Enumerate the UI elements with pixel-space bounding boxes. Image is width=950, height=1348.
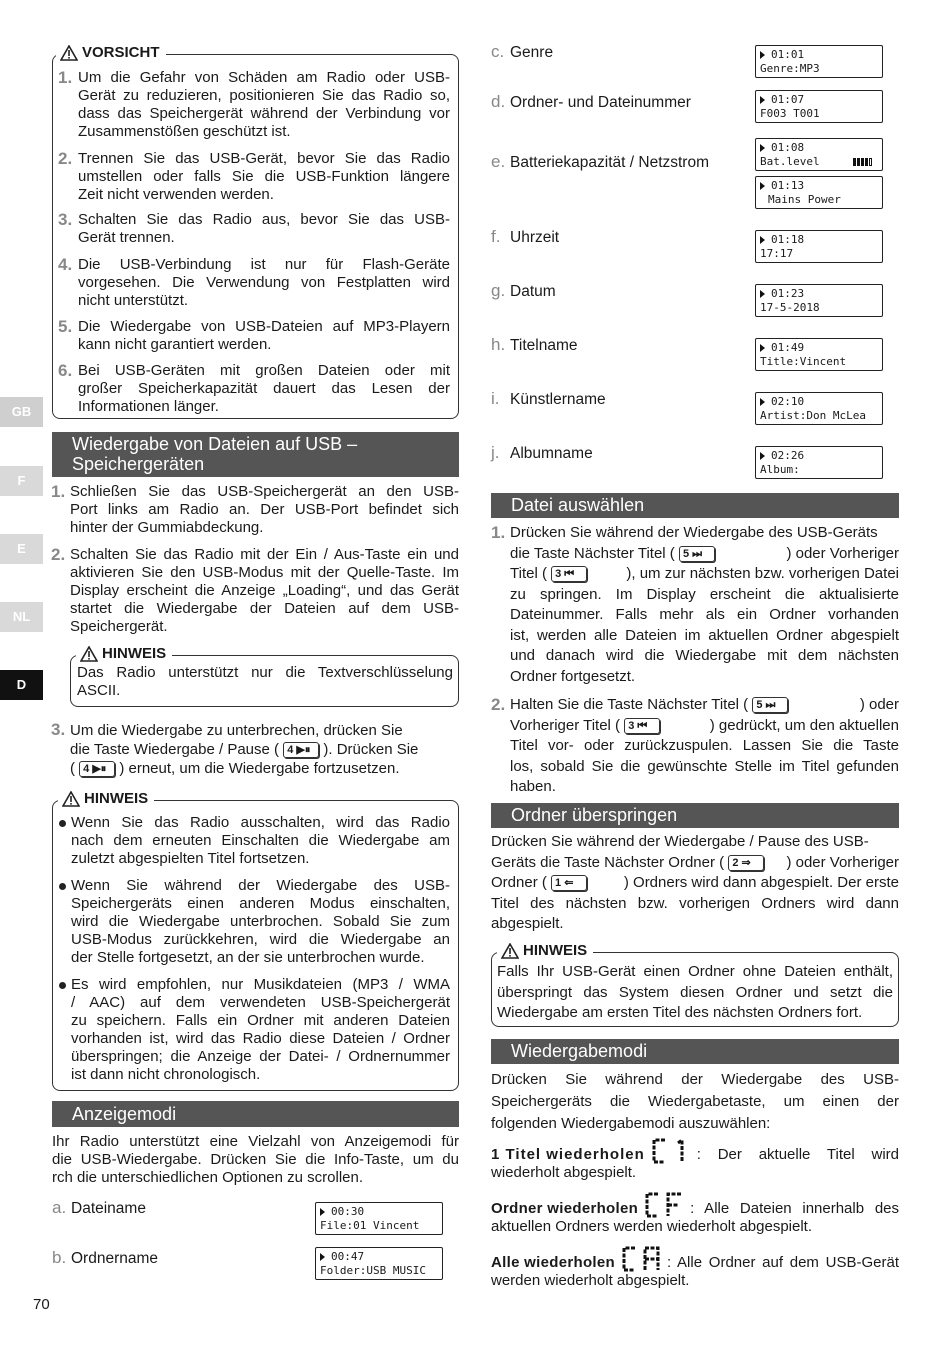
- text-line: überspringen; die Anzeige der Datei- / Ordnernummer: [71, 1048, 450, 1065]
- lcd-row-text: [760, 62, 878, 76]
- display-mode-label: Genre: [510, 44, 554, 61]
- display-mode-label: Uhrzeit: [510, 229, 560, 246]
- display-mode-letter: g.: [491, 281, 506, 300]
- display-mode-letter: c.: [491, 42, 505, 61]
- text-line: Wiedergabe am ersten Titel des nächsten Ordners fort.: [497, 1004, 863, 1021]
- battery-segment: [861, 158, 864, 166]
- warning-icon: [60, 45, 78, 61]
- lcd-time: 02:26: [771, 449, 805, 462]
- text-fragment: ) oder Vorheriger: [786, 853, 899, 871]
- caution-heading: [56, 44, 166, 61]
- text-line: los, sobald Sie die gewünschte Stelle im Titel gefunden: [510, 757, 899, 775]
- lcd-time: 01:18: [771, 233, 805, 246]
- display-mode-letter: b.: [52, 1248, 67, 1267]
- text-line: [491, 873, 899, 894]
- usb-playback-heading-l1: Wiedergabe von Dateien auf USB –: [72, 434, 358, 454]
- lcd-time: 02:10: [771, 395, 805, 408]
- text-line: Die Wiedergabe von USB-Dateien auf MP3-Playern: [78, 318, 450, 335]
- text-fragment: ) oder Vorheriger: [786, 544, 899, 562]
- lcd-text: Bat.level: [760, 155, 820, 168]
- text-fragment: Vorheriger Titel (: [510, 716, 621, 734]
- text-line: Drücken Sie während der Wiedergabe des USB-Geräts: [510, 524, 878, 541]
- text-line: Drücken Sie während der Wiedergabe / Pause des USB-: [491, 833, 869, 850]
- lcd-row-time: [760, 233, 878, 247]
- caution-number: 6.: [58, 361, 73, 380]
- select-file-step1: [510, 523, 899, 687]
- text-line: der Stelle fortgesetzt, an der sie unterbrochen wurde.: [71, 949, 425, 966]
- play-pause-key: 4 ▶⏸: [283, 742, 319, 758]
- play-mode-item: [491, 1145, 899, 1183]
- lcd-text: Album:: [760, 463, 800, 476]
- play-modes-intro: [491, 1069, 899, 1135]
- lcd-row-time: [760, 341, 878, 355]
- lcd-time: 01:13: [771, 179, 805, 192]
- glyph-segment: [645, 1248, 658, 1270]
- select-file-heading: Datei auswählen: [491, 493, 899, 518]
- text-line: rch die unterschiedlichen Optionen zu scrollen.: [52, 1169, 364, 1186]
- note-bullet: [71, 877, 450, 967]
- lcd-text: File:01 Vincent: [320, 1219, 420, 1232]
- lcd-row-time: [760, 48, 878, 62]
- play-mode-item: [491, 1199, 899, 1237]
- text-line: Schließen Sie das USB-Speichergerät an den USB-: [70, 483, 459, 500]
- next-folder-key: 2 ⇒: [728, 855, 764, 871]
- repeat-folder-icon: [644, 1191, 684, 1219]
- text-fragment: Geräts die Taste Nächster Ordner (: [491, 853, 725, 871]
- lcd-time: 01:01: [771, 48, 805, 61]
- tab-e[interactable]: E: [0, 534, 43, 564]
- warning-icon: [62, 791, 80, 807]
- caution-item: [78, 150, 450, 204]
- play-mode-desc: : Der aktuelle Titel wird: [696, 1146, 899, 1163]
- previous-folder-key: 1 ⇐: [551, 875, 587, 891]
- lcd-text: Mains Power: [768, 193, 841, 206]
- glyph-segment: [624, 1248, 635, 1270]
- usb-playback-heading-l2: Speichergeräten: [72, 454, 205, 474]
- display-modes-heading: Anzeigemodi: [52, 1101, 459, 1127]
- text-line: aktuellen Ordners werden wiederholt abgespielt.: [491, 1218, 813, 1235]
- lcd-time: 00:30: [331, 1205, 365, 1218]
- text-fragment: ), um zur nächsten bzw. vorherigen Datei: [626, 565, 899, 582]
- text-line: Falls Ihr USB-Gerät einen Ordner ohne Dateien enthält,: [497, 963, 893, 980]
- lcd-row-time: [760, 93, 878, 107]
- text-line: und danach wird die Wiedergabe mit dem nächsten: [510, 647, 899, 664]
- usb-step2-text: [70, 546, 459, 636]
- lcd-row-time: [760, 179, 878, 193]
- caution-item: [78, 256, 450, 310]
- text-fragment: Ordner (: [491, 874, 547, 891]
- caution-number: 1.: [58, 68, 73, 87]
- text-fragment: Halten Sie die Taste Nächster Titel (: [510, 696, 749, 713]
- text-line: / AAC) auf dem verwendeten USB-Speichergerät: [71, 994, 450, 1011]
- text-line: Ihr Radio unterstützt eine Vielzahl von Anzeigemodi für: [52, 1133, 459, 1150]
- note-heading: [58, 790, 154, 807]
- text-line: [510, 544, 899, 565]
- text-line: Speichergeräts die Wiedergabetaste, um einen der: [491, 1093, 899, 1110]
- text-line: Display erscheint die Anzeige „Loading“, und das Gerät: [70, 582, 459, 599]
- text-line: Trennen Sie das USB-Gerät, bevor Sie das Radio: [78, 150, 450, 167]
- note-bullet: [71, 814, 450, 868]
- text-line: Um die Gefahr von Schäden am Radio oder USB-: [78, 69, 450, 86]
- play-mode-name: Ordner wiederholen: [491, 1200, 639, 1217]
- play-mode-item: [491, 1253, 899, 1291]
- text-line: startet die Wiedergabe der Dateien auf dem USB-: [70, 600, 459, 617]
- lcd-time: 01:08: [771, 141, 805, 154]
- text-line: Bei USB-Geräten mit großen Dateien oder mit: [78, 362, 450, 379]
- battery-segment: [869, 158, 872, 166]
- text-line: hinter der Gummiabdeckung.: [70, 519, 264, 536]
- text-line: ist dann nicht chronologisch.: [71, 1066, 261, 1083]
- battery-segment: [865, 158, 868, 166]
- lcd-display: [755, 392, 883, 425]
- text-lines: [510, 585, 899, 688]
- tab-f[interactable]: F: [0, 466, 43, 496]
- tab-gb[interactable]: GB: [0, 397, 43, 427]
- note-title: HINWEIS: [84, 790, 149, 807]
- note-title: HINWEIS: [523, 942, 588, 959]
- text-line: Drücken Sie während der Wiedergabe des USB-: [491, 1071, 899, 1088]
- lcd-display: [755, 176, 883, 209]
- display-mode-letter: j.: [491, 443, 500, 462]
- battery-icon: [853, 158, 872, 166]
- lcd-row-time: [760, 449, 878, 463]
- caution-item: [78, 362, 450, 416]
- text-line: abgespielt.: [491, 915, 564, 932]
- text-line: Es wird empfohlen, nur Musikdateien (MP3 / WMA: [71, 976, 450, 993]
- caution-item: [78, 318, 450, 354]
- text-line: [510, 695, 899, 716]
- display-mode-label: Titelname: [510, 337, 578, 354]
- text-line: zu speichern. Falls ein Ordner mit anderen Dateien: [71, 1012, 450, 1029]
- text-line: Um die Wiedergabe zu unterbrechen, drücken Sie: [70, 722, 403, 739]
- text-line: haben.: [510, 778, 556, 795]
- play-mode-name: 1 Titel wiederholen: [491, 1146, 645, 1163]
- lcd-time: 01:23: [771, 287, 805, 300]
- play-icon: [760, 51, 765, 59]
- lcd-display: [755, 45, 883, 78]
- display-mode-letter: h.: [491, 335, 506, 354]
- step-number: 1.: [51, 482, 66, 501]
- text-fragment: die Taste Nächster Titel (: [510, 544, 675, 562]
- step-number: 2.: [51, 545, 66, 564]
- text-fragment: (: [70, 760, 75, 777]
- select-file-step2: [510, 695, 899, 798]
- lcd-text: F003 T001: [760, 107, 820, 120]
- warning-icon: [501, 943, 519, 959]
- play-icon: [760, 96, 765, 104]
- caution-title: VORSICHT: [82, 44, 160, 61]
- display-mode-label: Ordnername: [71, 1250, 159, 1267]
- lcd-row-text: [760, 247, 878, 261]
- lcd-row-time: [320, 1205, 438, 1219]
- lcd-row-text: [760, 107, 878, 121]
- warning-icon: [80, 646, 98, 662]
- text-line: nicht unterstützt.: [78, 292, 189, 309]
- lcd-text: Genre:MP3: [760, 62, 820, 75]
- lcd-display: [755, 338, 883, 371]
- text-line: Zeit nicht verwenden werden.: [78, 186, 274, 203]
- text-line: Die USB-Verbindung ist nur für Flash-Geräte: [78, 256, 450, 273]
- lcd-display: [755, 138, 883, 171]
- lcd-time: 01:07: [771, 93, 805, 106]
- text-line: Titel des nächsten bzw. vorherigen Ordners wird dann: [491, 894, 899, 912]
- text-line: Schalten Sie das Radio mit der Ein / Aus-Taste ein und: [70, 546, 459, 563]
- lcd-time: 00:47: [331, 1250, 365, 1263]
- note-bullet: [71, 976, 450, 1084]
- lcd-row-text: [760, 301, 878, 315]
- lcd-text: 17-5-2018: [760, 301, 820, 314]
- text-line: Dateinummer. Falls mehr als ein Ordner vorhanden: [510, 606, 899, 623]
- text-line: Speichergeräts einen anderen Modus einschalten,: [71, 895, 450, 912]
- text-line: kann nicht garantiert werden.: [78, 336, 272, 353]
- display-mode-letter: d.: [491, 92, 506, 111]
- text-line: Gerät zu reduzieren, positionieren Sie das Radio so,: [78, 87, 450, 104]
- display-mode-letter: i.: [491, 389, 500, 408]
- play-icon: [760, 452, 765, 460]
- play-icon: [760, 344, 765, 352]
- lcd-display: [755, 90, 883, 123]
- next-title-key: 5 ⏭: [679, 546, 715, 562]
- text-line: folgenden Wiedergabemodi auszuwählen:: [491, 1115, 771, 1132]
- text-line: Zusammenstößen geschützt ist.: [78, 123, 291, 140]
- display-mode-letter: a.: [52, 1198, 67, 1217]
- text-line: Wenn Sie das Radio ausschalten, wird das Radio: [71, 814, 450, 831]
- skip-folder-heading: Ordner überspringen: [491, 803, 899, 828]
- text-line: Gerät trennen.: [78, 229, 175, 246]
- caution-number: 4.: [58, 255, 73, 274]
- lcd-text: 17:17: [760, 247, 794, 260]
- text-fragment: ) erneut, um die Wiedergabe fortzusetzen.: [119, 760, 400, 777]
- display-modes-intro: [52, 1133, 459, 1187]
- tab-d[interactable]: D: [0, 670, 43, 700]
- battery-segment: [853, 158, 856, 166]
- text-line: Speichergerät.: [70, 618, 168, 635]
- step-number: 2.: [491, 695, 506, 714]
- display-mode-label: Albumname: [510, 445, 593, 462]
- text-line: [491, 1145, 899, 1165]
- text-line: dass das Speichergerät während der Verbindung vor: [78, 105, 450, 122]
- play-icon: [760, 182, 765, 190]
- text-line: [70, 740, 459, 759]
- next-title-key: 5 ⏭: [752, 697, 788, 713]
- lcd-row-text: [760, 355, 878, 369]
- text-line: großer Speicherkapazität dauert das Lesen der: [78, 380, 450, 397]
- play-icon: [760, 290, 765, 298]
- play-icon: [760, 144, 765, 152]
- tab-nl[interactable]: NL: [0, 602, 43, 632]
- lcd-row-text: [320, 1264, 438, 1278]
- text-line: Wenn Sie während der Wiedergabe des USB-: [71, 877, 450, 894]
- text-fragment: ). Drücken Sie: [323, 741, 419, 758]
- play-icon: [320, 1208, 325, 1216]
- text-line: Port links am Radio an. Der USB-Port befindet sich: [70, 501, 459, 518]
- text-line: die USB-Wiedergabe. Drücken Sie die Info-Taste, um du: [52, 1151, 459, 1168]
- play-icon: [320, 1253, 325, 1261]
- glyph-segment: [668, 1194, 681, 1216]
- display-mode-label: Batteriekapazität / Netzstrom: [510, 154, 709, 171]
- lcd-display: [755, 446, 883, 479]
- lcd-display: [315, 1202, 443, 1235]
- text-line: wiederholt abgespielt.: [491, 1164, 637, 1181]
- skip-folder-text: [491, 832, 899, 935]
- repeat-one-icon: [651, 1137, 691, 1165]
- lcd-row-text: [760, 155, 878, 169]
- note-title: HINWEIS: [102, 645, 167, 662]
- text-line: nach dem erneuten Einschalten die Wiedergabe am: [71, 832, 450, 849]
- text-line: wird die Wiedergabe unterbrochen. Sobald Sie zum: [71, 913, 450, 930]
- text-line: [510, 564, 899, 585]
- previous-title-key: 3 ⏮: [624, 718, 660, 734]
- page-number: 70: [33, 1296, 50, 1313]
- text-line: vorgesehen. Die Verwendung von Festplatten wird: [78, 274, 450, 291]
- note-heading: [76, 645, 172, 662]
- lcd-row-time: [760, 287, 878, 301]
- glyph-segment: [647, 1194, 658, 1216]
- caution-item: [78, 69, 450, 141]
- lcd-time: 01:49: [771, 341, 805, 354]
- usb-playback-heading: [52, 432, 459, 477]
- text-line: Das Radio unterstützt nur die Textverschlüsselung: [77, 664, 453, 681]
- text-line: [491, 1253, 899, 1273]
- text-lines: [510, 736, 899, 798]
- previous-title-key: 3 ⏮: [551, 566, 587, 582]
- step-number: 1.: [491, 523, 506, 542]
- play-mode-desc: : Alle Ordner auf dem USB-Gerät: [667, 1254, 899, 1271]
- display-mode-label: Künstlername: [510, 391, 606, 408]
- display-mode-label: Dateiname: [71, 1200, 146, 1217]
- text-line: ist, werden alle Dateien im aktuellen Ordner abgespielt: [510, 626, 899, 644]
- text-line: [70, 759, 459, 778]
- usb-step3-text: [70, 721, 459, 778]
- text-lines: [491, 894, 899, 935]
- lcd-row-text: [760, 463, 878, 477]
- lcd-display: [755, 230, 883, 263]
- lcd-text: Artist:Don McLea: [760, 409, 866, 422]
- caution-number: 5.: [58, 317, 73, 336]
- bullet-dot: [59, 820, 66, 827]
- lcd-text: Title:Vincent: [760, 355, 847, 368]
- caution-item: [78, 211, 450, 247]
- text-line: [510, 716, 899, 737]
- play-mode-desc: : Alle Dateien innerhalb des: [690, 1200, 899, 1217]
- skip-note-text: [497, 962, 893, 1024]
- play-icon: [760, 236, 765, 244]
- usb-step1-text: [70, 483, 459, 537]
- glyph-segment: [654, 1140, 665, 1162]
- text-line: Ordner fortgesetzt.: [510, 667, 636, 685]
- lcd-row-text: [760, 409, 878, 423]
- play-icon: [760, 398, 765, 406]
- bullet-dot: [59, 883, 66, 890]
- text-line: [491, 1199, 899, 1219]
- play-modes-heading: Wiedergabemodi: [491, 1039, 899, 1064]
- text-line: zu springen. Im Display erscheint die aktualisierte: [510, 585, 899, 603]
- caution-number: 3.: [58, 210, 73, 229]
- caution-number: 2.: [58, 149, 73, 168]
- text-line: umstellen oder falls Sie die USB-Funktion längere: [78, 168, 450, 185]
- play-pause-key: 4 ▶⏸: [79, 761, 115, 777]
- text-line: [491, 853, 899, 874]
- text-line: überspringt das System diesen Ordner und setzt die: [497, 983, 893, 1001]
- note-heading: [497, 942, 593, 959]
- lcd-row-time: [320, 1250, 438, 1264]
- display-mode-label: Ordner- und Dateinummer: [510, 94, 691, 111]
- text-fragment: ) gedrückt, um den aktuellen: [709, 716, 899, 734]
- lcd-row-text: [320, 1219, 438, 1233]
- text-fragment: die Taste Wiedergabe / Pause (: [70, 741, 280, 758]
- battery-segment: [857, 158, 860, 166]
- repeat-all-icon: [621, 1245, 661, 1273]
- text-line: ASCII.: [77, 682, 121, 699]
- step-number: 3.: [51, 720, 66, 739]
- text-fragment: ) Ordners wird dann abgespielt. Der erste: [623, 874, 899, 891]
- text-fragment: ) oder: [859, 696, 899, 713]
- text-line: aktivieren Sie den USB-Modus mit der Quelle-Taste. Im: [70, 564, 459, 581]
- text-line: zuletzt abgespielten Titel fortsetzen.: [71, 850, 310, 867]
- display-mode-label: Datum: [510, 283, 556, 300]
- play-mode-name: Alle wiederholen: [491, 1254, 615, 1271]
- text-line: werden wiederholt abgespielt.: [491, 1272, 690, 1289]
- lcd-row-time: [760, 141, 878, 155]
- text-line: Titel vor- oder zurückzuspulen. Lassen Sie die Taste: [510, 737, 899, 754]
- text-line: Informationen länger.: [78, 398, 219, 415]
- note1-text: [77, 664, 453, 700]
- lcd-row-time: [760, 395, 878, 409]
- text-line: USB-Modus zurückkehren, wird die Wiedergabe an: [71, 931, 450, 948]
- display-mode-letter: f.: [491, 227, 501, 246]
- display-mode-letter: e.: [491, 152, 506, 171]
- lcd-display: [755, 284, 883, 317]
- text-line: Schalten Sie das Radio aus, bevor Sie das USB-: [78, 211, 450, 228]
- text-fragment: Titel (: [510, 565, 547, 582]
- lcd-text: Folder:USB MUSIC: [320, 1264, 426, 1277]
- lcd-display: [315, 1247, 443, 1280]
- glyph-segment: [678, 1140, 682, 1162]
- text-line: vorhanden ist, wird das Radio diese Dateien / Ordner: [71, 1030, 450, 1047]
- bullet-dot: [59, 982, 66, 989]
